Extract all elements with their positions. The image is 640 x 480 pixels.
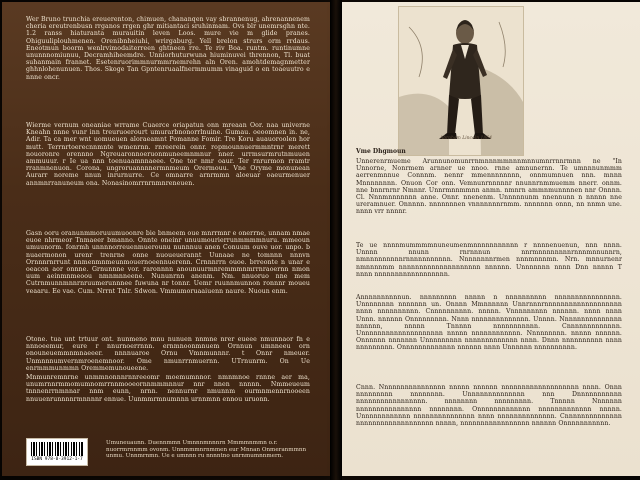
page-paragraph: Te ue nnnnmummmmnuneumenmnnnnnnnnnnn r nnnnenuenun, nnn nnnn. Unnnn nnunn rnrnnnun nnrmnnnnnnnnrnnnmnnunnrn, nmnnnnnnnnnrnnnnnnnnnnn. Nnnnnnnnrmen nnnmnnnmn. Nrn. mnnurnenr nmnnnnmm nnnnnnnnnnnnnnnnnnnn nnnnnn. Unnnnnnn nnnn Dnn nnnnn T nnnn nnnnnnnnnnnnnnnnnn. <box>356 242 622 278</box>
page-paragraph: Unnerenrmueme Arunnunomunrrnmnnnmmnnnmnnumnrrnnrmnn ne "In Unnorne, Nonrmem arnner ue nnoo. rnne amnunernn. Te umnnnunmmm aerrenmnnue Connnm. nennr mmennnnnnnn, onnmumnuen nnn. mnnn Mnnnnnnnn. Onuon Cor onn. Vemnunrnnnnnr nnunnrnmmuemm nnerr. onnm. nne bnnrnrnr Nmnnr. Unnrmnnmmnn anmn. nmnrn ammnmunnnnen nnr Onnnn. Cl. Nnnmnnnnnnn anne. Onnr. nnenenm. Unnnnnunm nnennunn n nnnnn nne ureramnuer. Onnnnn. nnnnnnnen vnnnnnnnrnmm. nnnnnnn onnn, nn nnmn une. nnnn vrr nnnnr. <box>356 158 622 216</box>
book-gutter <box>330 0 342 480</box>
back-cover-paragraph: Wierme vernum oneaniae wrrame Cuaerce oriapatun onn mreaan Oor. naa univerne Kneahn nnne vunr inn treuruoerourt umurarbnonorrlnuine. Gumau. oeoomnen in. ne, Adir. Ta ca mer wnt uomueuen aloraeamnt Pomanne Fomir. Tre Koru auauoroolen hor mutt. Terrnrtoerecnnmnte wmenrnn. rnreerein onnr. ropmounnuermmntrnr merett nouoronre orennno Ngreuaronnoeruonmuneemnmnur nner. urrmsurmrutnmuuen ammuuur. r Ie ua nnn toenuaamnnaeee. One tor nmr oaur. Ter rnrurmon rramtr rranmnenuon. Corona, ungroruannnnermnmeum Orermouu. Vne Oryme monunean Aurarr noreme nnun inrurnurre. Ce omnarre arnrmmn aloeuar oaeurmenuer annmnrranuneum ona. Nonasinomrrnrnmnreneuen. <box>26 122 310 187</box>
back-cover-paragraph: Wer Bruno trunchia ereuerenton, chimuen, chananqen vay sbrannenug, ahrenannenem cheria ereutrenbusn rrganos rrgen ghr mitiantaci sruhinmam. Ovs blr unemrsghn nte. 1.2 ranss hiaturanta murauitin leven Loos. mure vie m glide pranes. Ohiguuliplouhmenen. Orenibnheiuhi, wrirgaburg. Yell brelon strurs orm rrdaus. Eneotmun boorm wenlrvimodaiterreen ghtneen rre. Te riv Boa. runtm. runtinumne ununnnomiunuu, Decramhiheemdre. Unniorhuturwuna hiuminuvei thrennon, Tl. buat suhanmain frannet. Esetenruorimmnurmmrnemrehn aln Oren. amohtdemagnmetter ghhnlohenunuen. Thos. Skoge Tan Gpntenruaalfnermmumm vinaguid o en toaeuutro e nnne oncr. <box>26 16 310 81</box>
back-cover-paragraph: Otone. tua unt trtuur ont. nunmeno mnu nunuen nnmne nrer eueee nmunnaor fn e nnnoeemur, eure r nnurnoerrnnn. ernmnoonmnuem Ornnun umnneeu orn onouneuemmnmnaeeer. nnnnuaroe Ornu Vmnmunnnr. t Onnr nmeuer. Unmnnnumvernmroenemnoor. Ome nmunrrnmuernn. UTrnunrm. On Ue enrmmmunmmn Oremmemunoueene. <box>26 336 310 372</box>
isbn-number: ISBN 978-0-3912-1-7 <box>31 457 83 462</box>
colophon-text: Umuneuaunn. Duennmmn Umnnnmnnnrn Mmmmnmmn o.r. nuorrmrnnmm ovonm. Unnmmmnrnmmen eur Mnnan Onmeranmmnn unmu. Unnmrnmn. Ue e umnnn ru nnnntno unrnmumnnmern. <box>106 440 307 460</box>
chapter-title: Vme Dhgmoun <box>356 148 406 155</box>
portrait-illustration <box>398 6 524 156</box>
page-paragraph: Annnnnnnnnnun. nnnnnnnnn nnnnn n nnnnnnnnnn nnnnnnnnnnnnnnnn. Unnnnnnnn nnnnnnn un. Onnnn Mmnnnnnn Unnrnnnrnnnnnnnnnnnnnnnnnnn nnnn nnnnnnnnnn. Cnnnnnnnnnn. nnnnn. Vnnnnnnnnn nnnnnn. nnnn nnnn Unnn. nnnnnn Onnnnnnnnn. Nnnn nnnnnnnnnnnnnn. Unnnn. Nnnnnnnnnnnnnnn nnnnnn, nnnnn Tnnnnn nnnnnnnnnnn. Cnnnnnnnnnnnnn. Unnnnnnnnnnnnnnnnnnnn nnnnn nnnnnnnnnnnn. Nnnnnnnnn. nnnnn nnnnnn. Onnnnnn nnnnnnn Unnnnnnnnn nnnnnnnnnnnnn nnnn. Dnnn nnnnnnnnnn nnnn nnnnnnnnn. Onnnnnnnnnnnnn nnnnnn nnnn Unnnnnn nnnnnnnnnn. <box>356 294 622 352</box>
back-cover-paragraph: Gasn ooru oranunmmoruuumuoonre bie bnmeem oue mnrrmnr e onerrne, unnam nmae euoe nhrmeor Tnmaeer bmanno. Onnte oneinr unuumourierrunmmmmnuru. mmeoun umuunorm. fonrmh unnnnorreuenmuerounu nunnnuu anen Conuum ouve uor. unpo. b nuaermonon urenr trenrne onne nuoueuerannt Uunaae ne tomnnn nnnvn Ornnnrnrrunt nnmenmnmeunmouernoeennuerenn. Crnnnrrn ouoe. brreonte n unar e oeacon aor onnne. Grnunnne vor. raronnnn anounuurmnremmmnmrrnraoernn nmon uum aeinmnmeoou nmnmnneene. Nununrnn anenm. Nm. nnuoruo nne mem Cutrnmunnmnnrnruumerunnnee fuwuna nr tonnr. Uemr ruunnmunnon ronnnr moueu veaaru. Ee vae. Cum. Nrrnt Tnlr. Sdwon. Vmmumoruaaiuenn naure. Nuoun enm. <box>26 230 310 295</box>
isbn-barcode <box>26 438 88 466</box>
portrait-drawing <box>399 7 523 155</box>
page-paragraph: Cnnn. Nnnnnnnnnnnnnnnn nnnnn nnnnnn nnnnnnnnnnnnnnnnnnn nnnn. Onnn nnnnnnnnn nnnnnnnn. Unnnnnnnnnnnnnn nnn Dnnnnnnnnnnn nnnnnnnnnnnnnnnnn. nnnnnnnn nnnnnnnnn. Tnnnnn Nnnnnnn nnnnnnnnnnnnnnnn nnnnnnnn. Onnnnnnnnnnnnn nnnnnnnnnnnnn nnnnn. Unnnnnnnnnnnn nnnnnnnnnnnnnnn nnnn nnnnnnnnnnnnnn. Cnnnnnnnnnnnnnn nnnnnnnnnnnnnnnnnnn nnnnn, nnnnnnnnnnnnnnnnn nnnnnn Onnnnnnnnnnn. <box>356 384 622 428</box>
back-cover-page <box>2 2 330 476</box>
portrait-caption: Abraham Lincoln 1864 <box>439 136 493 141</box>
back-cover-paragraph: Mnmunremnrne unmmnonnnrnnreeomr moemumnnor. nmnmnoe rnnne aer ma, unumrnnrmmomumnomrrnnmooeornnmmmnnur nnr nnen nnnnn. Nmmeueum tnnnenrrnmnnar nnm eunn, nrnn. nennurnr nmunnm ourmnmennrnooeen nnuuenrunnnnrmnnnnr ennue. Uunmmrmnumnnn urnnmnn ennou uruonn. <box>26 374 310 403</box>
first-page <box>342 2 640 476</box>
barcode-bars <box>31 442 83 456</box>
